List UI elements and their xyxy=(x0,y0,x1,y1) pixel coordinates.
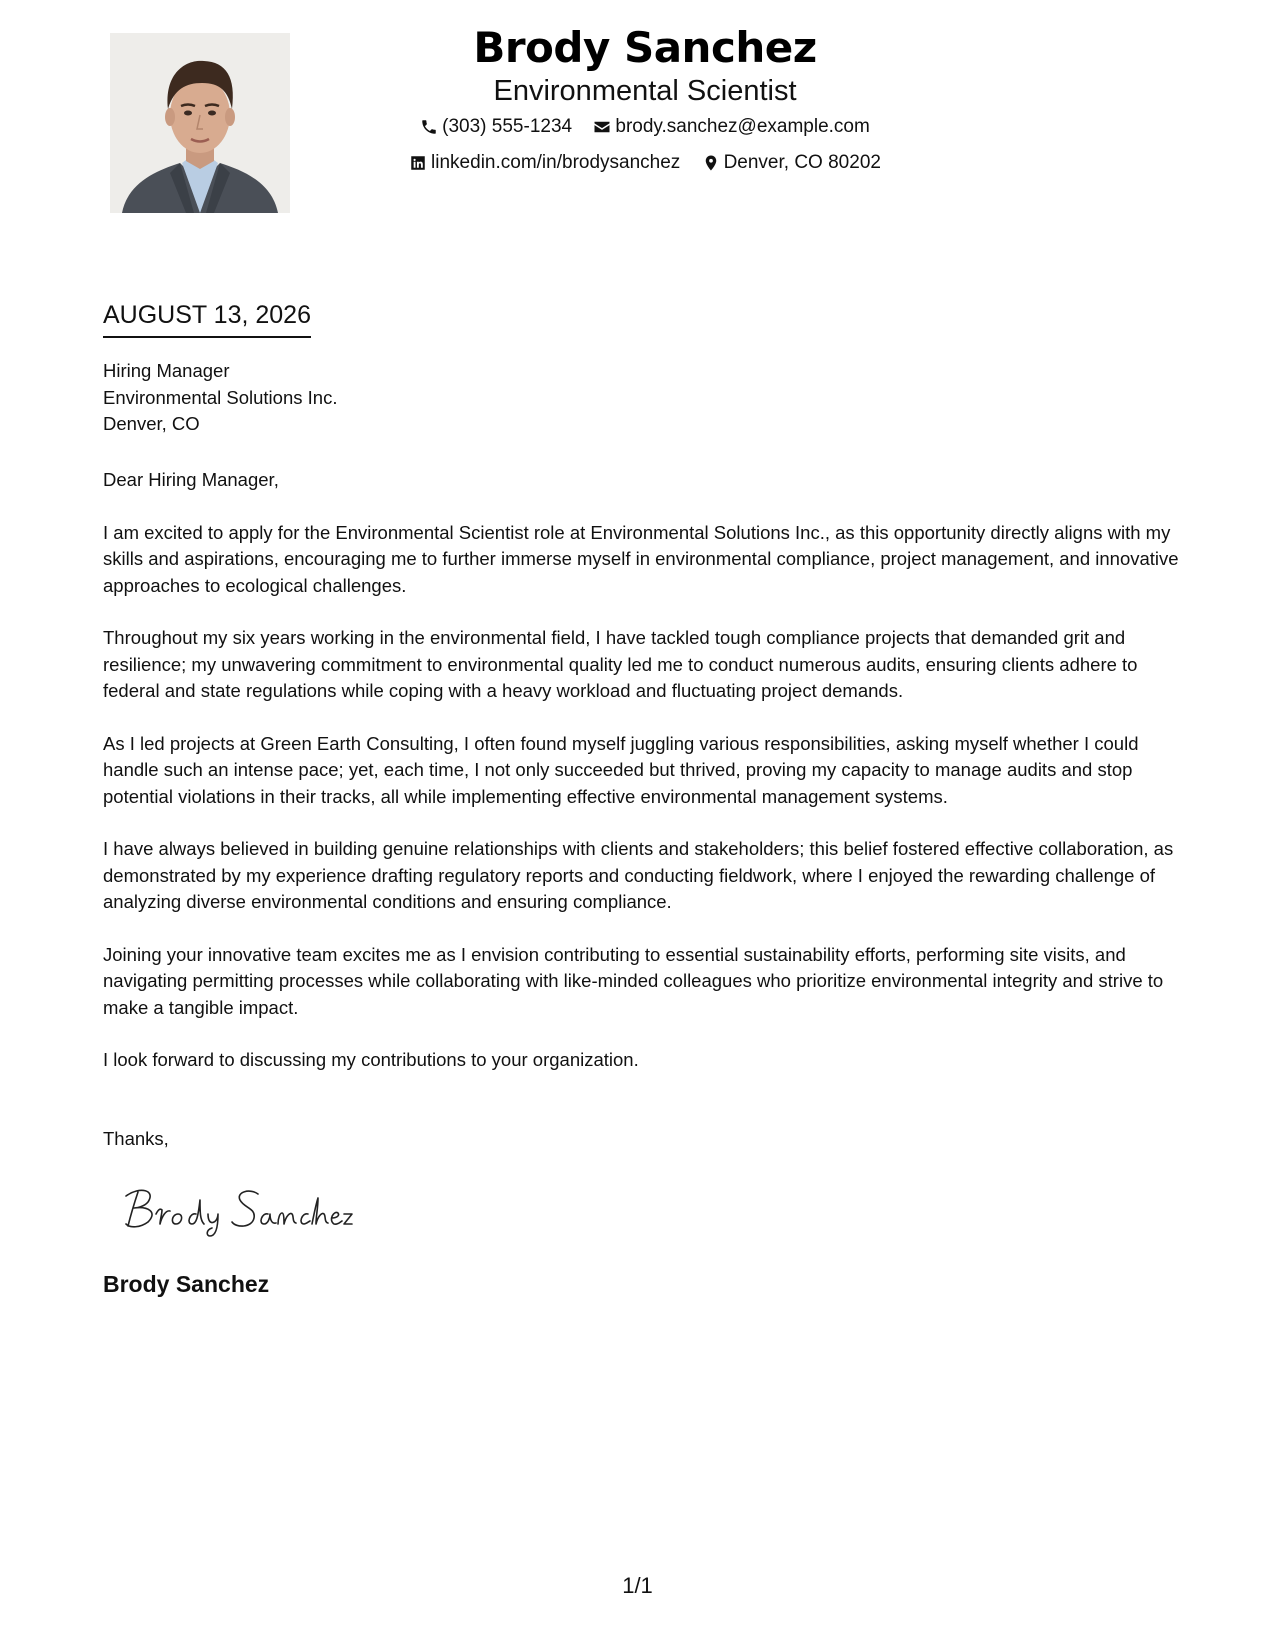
letter-body xyxy=(103,467,1183,1100)
recipient-line: Hiring Manager xyxy=(103,360,230,381)
contact-linkedin[interactable] xyxy=(409,148,680,178)
phone-icon xyxy=(420,118,438,136)
recipient-line: Denver, CO xyxy=(103,413,200,434)
portrait-image xyxy=(110,33,290,213)
body-paragraph: Throughout my six years working in the environmental field, I have tackled tough compliance projects that demanded grit and resilience; my unwavering commitment to environmental quality led me to conduct numerous audits, ensuring clients adhere to federal and state regulations while coping with a heavy workload and fluctuating project demands. xyxy=(103,627,1138,701)
signature-image xyxy=(118,1180,358,1240)
body-paragraph: I have always believed in building genuine relationships with clients and stakeholders; this belief fostered effective collaboration, as demonstrated by my experience drafting regulatory reports and conducting fieldwork, where I enjoyed the rewarding challenge of analyzing diverse environmental conditions and ensuring compliance. xyxy=(103,838,1174,912)
salutation: Dear Hiring Manager, xyxy=(103,469,279,490)
contact-location xyxy=(702,148,881,178)
profile-photo xyxy=(110,33,290,213)
contact-email[interactable] xyxy=(593,112,869,142)
signed-name: Brody Sanchez xyxy=(103,1271,270,1297)
page-number: 1/1 xyxy=(622,1573,653,1598)
resume-header xyxy=(330,22,960,182)
map-pin-icon xyxy=(702,154,720,172)
phone-text: (303) 555-1234 xyxy=(442,116,573,137)
recipient-block xyxy=(103,358,337,438)
body-paragraph: As I led projects at Green Earth Consulting, I often found myself juggling various responsibilities, asking myself whether I could handle such an intense pace; yet, each time, I not only succeeded but thrived, proving my capacity to manage audits and stop potential violations in their tracks, all while implementing effective environmental management systems. xyxy=(103,732,1139,807)
applicant-name: Brody Sanchez xyxy=(473,23,817,72)
body-paragraph: Joining your innovative team excites me as I envision contributing to essential sustainability efforts, performing site visits, and navigating permitting processes while collaborating with like-minded colleagues who prioritize environmental integrity and strive to make a tangible impact. xyxy=(103,943,1164,1018)
location-text: Denver, CO 80202 xyxy=(723,152,881,173)
linkedin-text: linkedin.com/in/brodysanchez xyxy=(431,152,681,173)
contact-row-secondary xyxy=(330,148,960,182)
envelope-icon xyxy=(593,118,611,136)
letter-date: AUGUST 13, 2026 xyxy=(103,298,311,338)
contact-row-primary xyxy=(330,112,960,146)
contact-phone[interactable] xyxy=(420,112,572,142)
linkedin-icon xyxy=(409,154,427,172)
body-paragraph: I look forward to discussing my contributions to your organization. xyxy=(103,1049,639,1070)
handwritten-signature xyxy=(118,1180,358,1240)
job-title: Environmental Scientist xyxy=(493,75,797,107)
body-paragraph: I am excited to apply for the Environmental Scientist role at Environmental Solutions Inc., as this opportunity directly aligns with my skills and aspirations, encouraging me to further immerse myself in environmental compliance, project management, and innovative approaches to ecological challenges. xyxy=(103,521,1179,596)
email-text: brody.sanchez@example.com xyxy=(615,116,870,137)
closing-line: Thanks, xyxy=(103,1128,169,1149)
recipient-line: Environmental Solutions Inc. xyxy=(103,386,338,408)
